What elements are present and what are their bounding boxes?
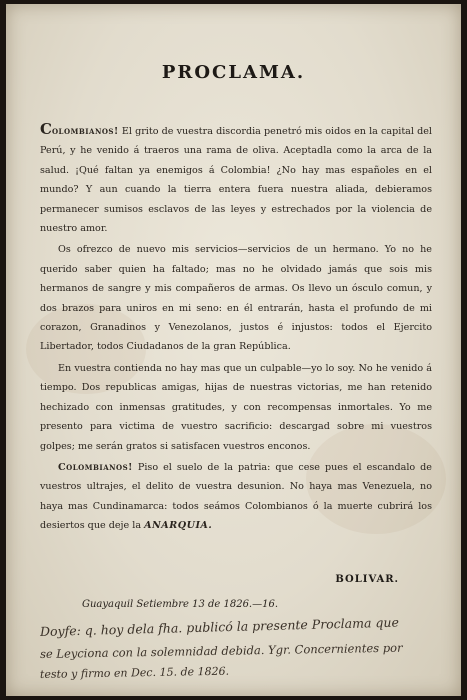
document-page <box>6 4 461 696</box>
paragraph-text: Piso el suelo de la patria: que cese pues el escandalo de vuestros ultrajes, el delito de vuestra desunion. No haya mas Venezuela, no haya mas Cundinamarca: todos seámos Colombianos ó la muerte cubrirá los desiertos que deje la <box>40 461 432 532</box>
paragraph-text: Os ofrezco de nuevo mis servicios—servicios de un hermano. Yo no he querido saber quien ha faltado; mas no he olvidado jamás que sois mis hermanos de sangre y mis compañeros de armas. Os llevo un ósculo comun, y dos brazos para uniros en mi seno: en él entrarán, hasta el profundo de mi corazon, Granadinos y Venezolanos, justos é injustos: todos el Ejercito Libertador, todos Ciudadanos de la gran República. <box>40 244 432 353</box>
signature: BOLIVAR. <box>335 574 399 585</box>
paragraph-3 <box>40 359 432 456</box>
salutation: Colombianos! <box>58 461 133 473</box>
drop-cap: C <box>40 120 52 138</box>
paragraph-1 <box>40 120 432 238</box>
paragraph-2 <box>40 240 432 356</box>
proclamation-body <box>40 120 432 538</box>
handwritten-note-line-3: testo y firmo en Dec. 15. de 1826. <box>39 664 230 681</box>
handwritten-note-line-1: Doyfe: q. hoy dela fha. publicó la presente Proclama que <box>39 614 400 639</box>
dateline: Guayaquil Setiembre 13 de 1826.—16. <box>82 599 279 610</box>
document-title: PROCLAMA. <box>161 62 306 83</box>
paragraph-4 <box>40 458 432 536</box>
emphasis-word: ANARQUIA. <box>144 520 213 532</box>
handwritten-note-line-2: se Leyciona con la solemnidad debida. Ygr. Concernientes por <box>39 640 403 661</box>
paragraph-text: El grito de vuestra discordia penetró mis oidos en la capital del Perú, y he venido á traeros una rama de oliva. Aceptadla como la arca de la salud. ¡Qué faltan ya enemigos á Colombia! ¿No hay mas españoles en el mundo? Y aun cuando la tierra entera fuera nuestra aliada, debieramos permanecer sumisos esclavos de las leyes y estrechados por la violencia de nuestro amor. <box>40 126 432 235</box>
salutation: olombianos! <box>51 126 119 137</box>
paragraph-text: En vuestra contienda no hay mas que un culpable—yo lo soy. No he venido á tiempo. Dos republicas amigas, hijas de nuestras victorias, me han retenido hechizado con inmensas gratitudes, y con recompensas inmortales. Yo me presento para victima de vuestro sacrificio: descargad sobre mi vuestros golpes; me serán gratos si satisfacen vuestros enconos. <box>40 362 432 452</box>
